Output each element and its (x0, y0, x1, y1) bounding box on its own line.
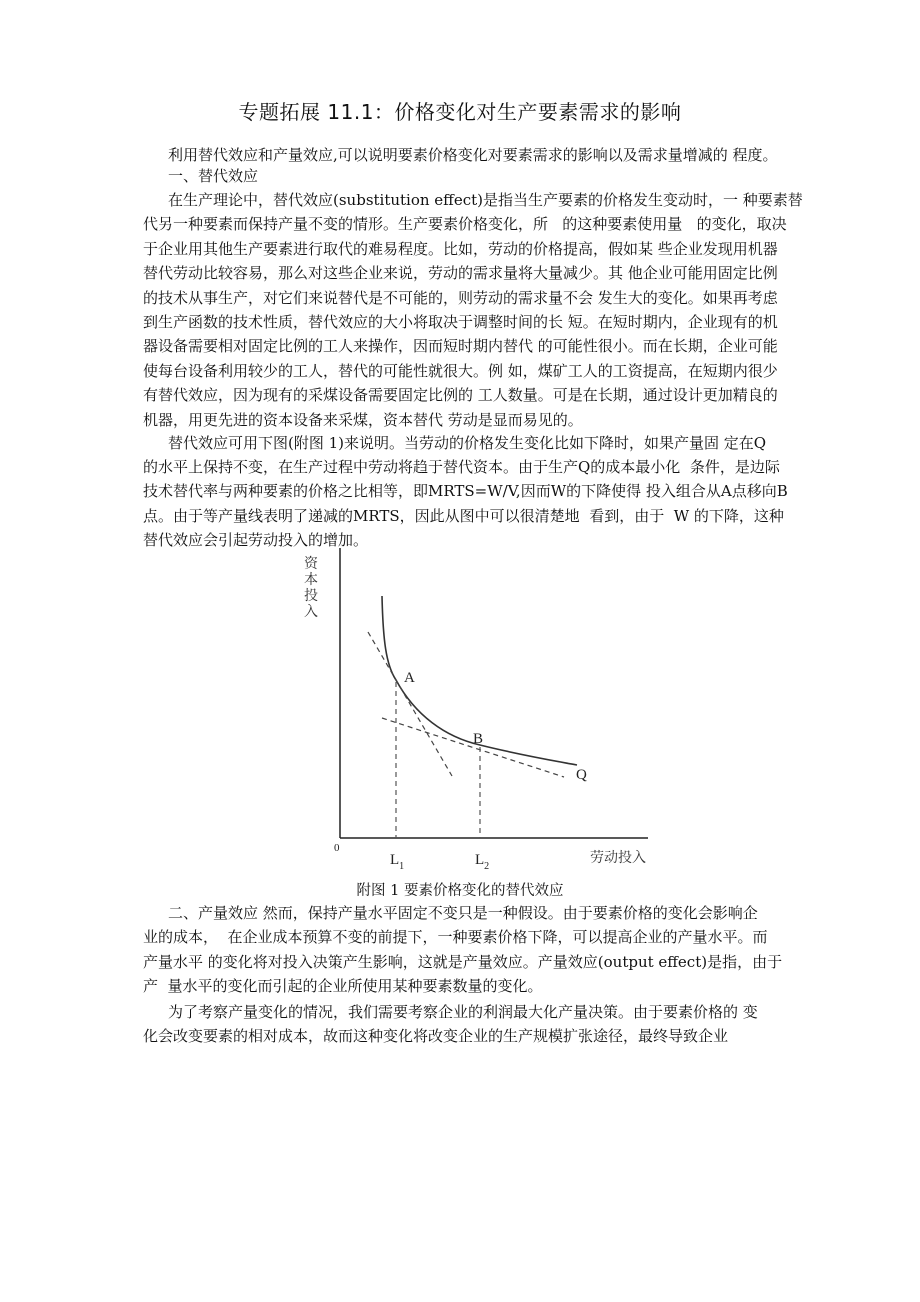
paragraph-line: 替代劳动比较容易，那么对这些企业来说，劳动的需求量将大量减少。其 他企业可能用固定比例 (143, 264, 778, 283)
page-title: 专题拓展 11.1：价格变化对生产要素需求的影响 (238, 100, 682, 124)
paragraph-line: 的水平上保持不变，在生产过程中劳动将趋于替代资本。由于生产Q的成本最小化 条件，是边际 (143, 458, 780, 477)
paragraph-line: 业的成本， 在企业成本预算不变的前提下，一种要素价格下降，可以提高企业的产量水平。而 (143, 928, 768, 947)
x-axis-label: 劳动投入 (590, 850, 646, 866)
paragraph-line: 化会改变要素的相对成本，故而这种变化将改变企业的生产规模扩张途径，最终导致企业 (143, 1027, 729, 1046)
l1-label: $L_1$ (390, 852, 405, 872)
figure-caption: 附图 1 要素价格变化的替代效应 (356, 883, 564, 899)
paragraph-line: 代另一种要素而保持产量不变的情形。生产要素价格变化，所 的这种要素使用量 的变化，取决 (143, 215, 787, 234)
origin-label: 0 (334, 842, 340, 854)
paragraph-line: 为了考察产量变化的情况，我们需要考察企业的利润最大化产量决策。由于要素价格的 变 (168, 1003, 758, 1021)
paragraph-line: 替代效应会引起劳动投入的增加。 (143, 530, 369, 549)
paragraph-line: 产量水平 的变化将对投入决策产生影响，这就是产量效应。产量效应(output effect)是指，由于 (143, 952, 783, 971)
paragraph-line: 二、产量效应 然而，保持产量水平固定不变只是一种假设。由于要素价格的变化会影响企 (168, 904, 758, 922)
paragraph-line: 机器，用更先进的资本设备来采煤，资本替代 劳动是显而易见的。 (143, 410, 583, 429)
paragraph-line: 使每台设备利用较少的工人，替代的可能性就很大。例 如，煤矿工人的工资提高，在短期内很少 (143, 361, 778, 380)
y-axis-label-1: 资 (304, 556, 318, 572)
paragraph-line: 器设备需要相对固定比例的工人来操作，因而短时期内替代 的可能性很小。而在长期，企业可能 (143, 337, 778, 356)
paragraph-line: 技术替代率与两种要素的价格之比相等，即MRTS=W/V,因而W的下降使得 投入组合从A点移向B (143, 482, 788, 501)
point-b-label: B (473, 731, 484, 747)
y-axis-label-3: 投 (304, 588, 318, 604)
paragraph-line: 在生产理论中，替代效应(substitution effect)是指当生产要素的价格发生变动时，一 种要素替 (168, 191, 803, 209)
paragraph-line: 有替代效应，因为现有的采煤设备需要固定比例的 工人数量。可是在长期，通过设计更加精良的 (143, 386, 778, 405)
point-a-label: A (404, 670, 415, 686)
paragraph-line: 产 量水平的变化而引起的企业所使用某种要素数量的变化。 (143, 977, 543, 996)
budget-line-new (382, 718, 564, 777)
l2-label: $L_2$ (475, 852, 490, 872)
paragraph-line: 点。由于等产量线表明了递减的MRTS，因此从图中可以很清楚地 看到，由于 W 的下降，这种 (143, 506, 784, 525)
paragraph-line: 到生产函数的技术性质，替代效应的大小将取决于调整时间的长 短。在短时期内，企业现有的机 (143, 313, 778, 331)
paragraph-line: 于企业用其他生产要素进行取代的难易程度。比如，劳动的价格提高，假如某 些企业发现用机器 (143, 239, 778, 258)
section-heading-substitution: 一、替代效应 (168, 167, 259, 185)
paragraph-line: 的技术从事生产，对它们来说替代是不可能的，则劳动的需求量不会 发生大的变化。如果再考虑 (143, 288, 778, 307)
curve-q-label: Q (576, 767, 587, 783)
y-axis-label-2: 本 (304, 572, 318, 588)
budget-line-original (368, 632, 452, 776)
paragraph-line: 替代效应可用下图(附图 1)来说明。当劳动的价格发生变化比如下降时，如果产量固 定在Q (168, 434, 767, 452)
y-axis-label-4: 入 (304, 604, 318, 620)
intro-paragraph: 利用替代效应和产量效应,可以说明要素价格变化对要素需求的影响以及需求量增减的 程度。 (168, 146, 778, 164)
